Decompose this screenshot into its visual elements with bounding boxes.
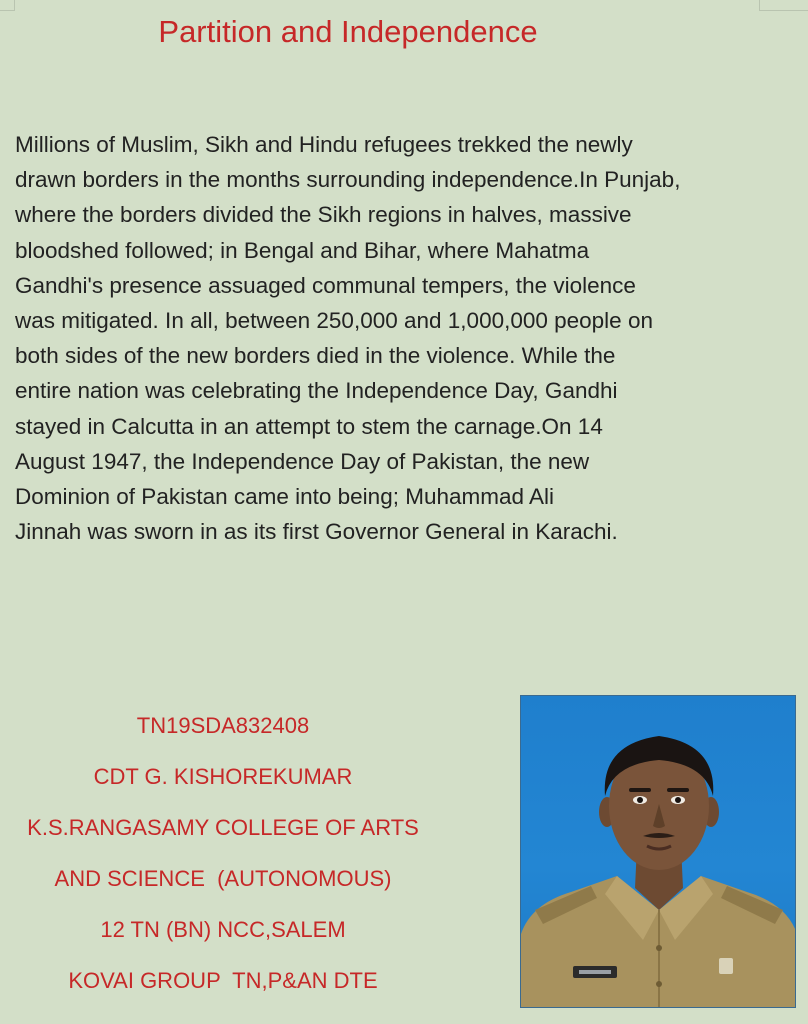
- portrait-illustration: [521, 696, 796, 1008]
- cadet-portrait-photo: [520, 695, 796, 1008]
- paragraph-line: both sides of the new borders died in the violence. While the: [15, 343, 616, 369]
- paragraph-line: bloodshed followed; in Bengal and Bihar, where Mahatma: [15, 237, 590, 263]
- college-name-line-2: AND SCIENCE (AUTONOMOUS): [54, 866, 392, 891]
- paragraph-line: Jinnah was sworn in as its first Governor General in Karachi.: [15, 519, 618, 545]
- ncc-unit: 12 TN (BN) NCC,SALEM: [100, 917, 346, 942]
- paragraph-line: Dominion of Pakistan came into being; Muhammad Ali: [15, 484, 555, 510]
- page-corner-mark-right: [759, 0, 808, 11]
- author-credits: [0, 700, 446, 1006]
- paragraph-line: entire nation was celebrating the Independence Day, Gandhi: [15, 378, 618, 404]
- article-paragraph: [15, 127, 795, 549]
- page-corner-mark-left: [0, 0, 15, 11]
- ncc-group: KOVAI GROUP TN,P&AN DTE: [68, 968, 378, 993]
- cadet-name: CDT G. KISHOREKUMAR: [93, 764, 353, 789]
- college-name-line-1: K.S.RANGASAMY COLLEGE OF ARTS: [27, 815, 419, 840]
- paragraph-line: August 1947, the Independence Day of Pakistan, the new: [15, 448, 590, 474]
- page-title: Partition and Independence: [158, 14, 538, 49]
- paragraph-line: stayed in Calcutta in an attempt to stem the carnage.On 14: [15, 413, 603, 439]
- paragraph-line: was mitigated. In all, between 250,000 and 1,000,000 people on: [15, 308, 653, 334]
- paragraph-line: Millions of Muslim, Sikh and Hindu refugees trekked the newly: [15, 132, 633, 157]
- paragraph-line: Gandhi's presence assuaged communal tempers, the violence: [15, 272, 636, 298]
- cadet-id: TN19SDA832408: [136, 713, 310, 738]
- paragraph-line: where the borders divided the Sikh regions in halves, massive: [15, 202, 632, 228]
- paragraph-line: drawn borders in the months surrounding independence.In Punjab,: [15, 167, 681, 193]
